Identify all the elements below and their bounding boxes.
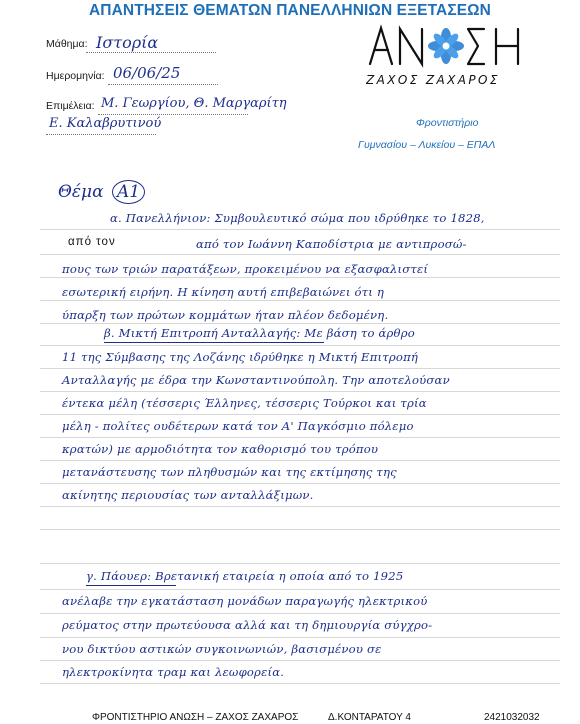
ruled-line — [40, 506, 560, 507]
heading-text: Θέμα — [58, 182, 104, 202]
line-alpha-4: εσωτερική ειρήνη. Η κίνηση αυτή επιβεβαιώνει ότι η — [62, 285, 385, 299]
ruled-line — [40, 563, 560, 564]
heading-box: Α1 — [112, 180, 145, 204]
school-line-2: Γυμνασίου – Λυκείου – ΕΠΑΛ — [358, 139, 496, 151]
footer-address: Δ.ΚΟΝΤΑΡΑΤΟΥ 4 — [328, 712, 411, 723]
ruled-line — [40, 589, 560, 590]
editors-value-1: Μ. Γεωργίου, Θ. Μαργαρίτη — [101, 96, 287, 111]
page-banner: ΑΠΑΝΤΗΣΕΙΣ ΘΕΜΑΤΩΝ ΠΑΝΕΛΛΗΝΙΩΝ ΕΞΕΤΑΣΕΩΝ — [89, 2, 491, 19]
subject-label: Μάθημα: — [46, 38, 88, 50]
ruled-line — [40, 277, 560, 278]
line-beta-6: κρατών) με αρμοδιότητα τον καθορισμό του τρόπου — [62, 442, 379, 456]
line-beta-3: Ανταλλαγής με έδρα την Κωνσταντινούπολη. Την αποτελούσαν — [62, 373, 450, 387]
gamma-underline — [86, 585, 176, 586]
date-underline — [108, 84, 218, 85]
line-gamma-5: ηλεκτροκίνητα τραμ και λεωφορεία. — [62, 665, 285, 679]
line-alpha-3: πους των τριών παρατάξεων, προκειμένου να εξασφαλιστεί — [62, 262, 429, 276]
ruled-line — [40, 323, 560, 324]
ruled-line — [40, 300, 560, 301]
editors-underline-1 — [98, 114, 248, 115]
ruled-line — [40, 637, 560, 638]
line-alpha-5: ύπαρξη των πρώτων κομμάτων ήταν πλέον δεδομένη. — [62, 308, 389, 322]
line-beta-4: έντεκα μέλη (τέσσερις Έλληνες, τέσσερις Τούρκοι και τρία — [62, 396, 427, 410]
editors-label: Επιμέλεια: — [46, 100, 95, 112]
line-gamma-4: νου δικτύου αστικών συγκοινωνιών, βασισμένου σε — [62, 642, 382, 656]
flower-icon — [428, 28, 464, 64]
school-line-1: Φροντιστήριο — [416, 117, 479, 129]
anosi-logo — [366, 22, 536, 92]
date-label: Ημερομηνία: — [46, 70, 105, 82]
ruled-line — [40, 345, 560, 346]
answer-heading — [58, 180, 145, 204]
ruled-line — [40, 368, 560, 369]
ruled-line — [40, 613, 560, 614]
subject-value: Ιστορία — [96, 33, 159, 52]
printed-fragment: από τον — [68, 236, 116, 248]
ruled-line — [40, 437, 560, 438]
line-gamma-2: ανέλαβε την εγκατάσταση μονάδων παραγωγής ηλεκτρικού — [62, 594, 428, 608]
line-beta-2: 11 της Σύμβασης της Λοζάνης ιδρύθηκε η Μικτή Επιτροπή — [62, 350, 419, 364]
beta-underline — [104, 342, 324, 343]
ruled-line — [40, 229, 560, 230]
ruled-line — [40, 529, 560, 530]
ruled-line — [40, 254, 560, 255]
ruled-line — [40, 391, 560, 392]
line-beta-7: μετανάστευσης των πληθυσμών και της εκτίμησης της — [62, 465, 397, 479]
ruled-line — [40, 460, 560, 461]
anosi-logo-graphic — [366, 22, 536, 92]
line-beta-1: β. Μικτή Επιτροπή Ανταλλαγής: Με βάση το άρθρο — [104, 326, 415, 340]
ruled-line — [40, 660, 560, 661]
line-gamma-3: ρεύματος στην πρωτεύουσα αλλά και τη δημιουργία σύγχρο- — [62, 618, 433, 632]
subject-underline — [86, 52, 216, 53]
ruled-line — [40, 414, 560, 415]
footer-phone: 2421032032 — [484, 712, 540, 723]
ruled-line — [40, 683, 560, 684]
date-value: 06/06/25 — [113, 64, 181, 82]
line-alpha-1: α. Πανελλήνιον: Συμβουλευτικό σώμα που ιδρύθηκε το 1828, — [110, 211, 485, 225]
editors-underline-2 — [46, 134, 156, 135]
editors-value-2: Ε. Καλαβρυτινού — [49, 116, 162, 131]
logo-subtitle: ΖΑΧΟΣ ΖΑΧΑΡΟΣ — [366, 73, 500, 87]
line-gamma-1: γ. Πάουερ: Βρετανική εταιρεία η οποία από το 1925 — [86, 569, 404, 583]
line-beta-5: μέλη - πολίτες ουδέτερων κατά τον Α' Παγκόσμιο πόλεμο — [62, 419, 414, 433]
ruled-line — [40, 483, 560, 484]
line-alpha-2: από τον Ιωάννη Καποδίστρια με αντιπροσώ- — [196, 237, 467, 251]
line-beta-8: ακίνητης περιουσίας των ανταλλάξιμων. — [62, 488, 314, 502]
footer-school: ΦΡΟΝΤΙΣΤΗΡΙΟ ΑΝΩΣΗ – ΖΑΧΟΣ ΖΑΧΑΡΟΣ — [92, 712, 299, 723]
